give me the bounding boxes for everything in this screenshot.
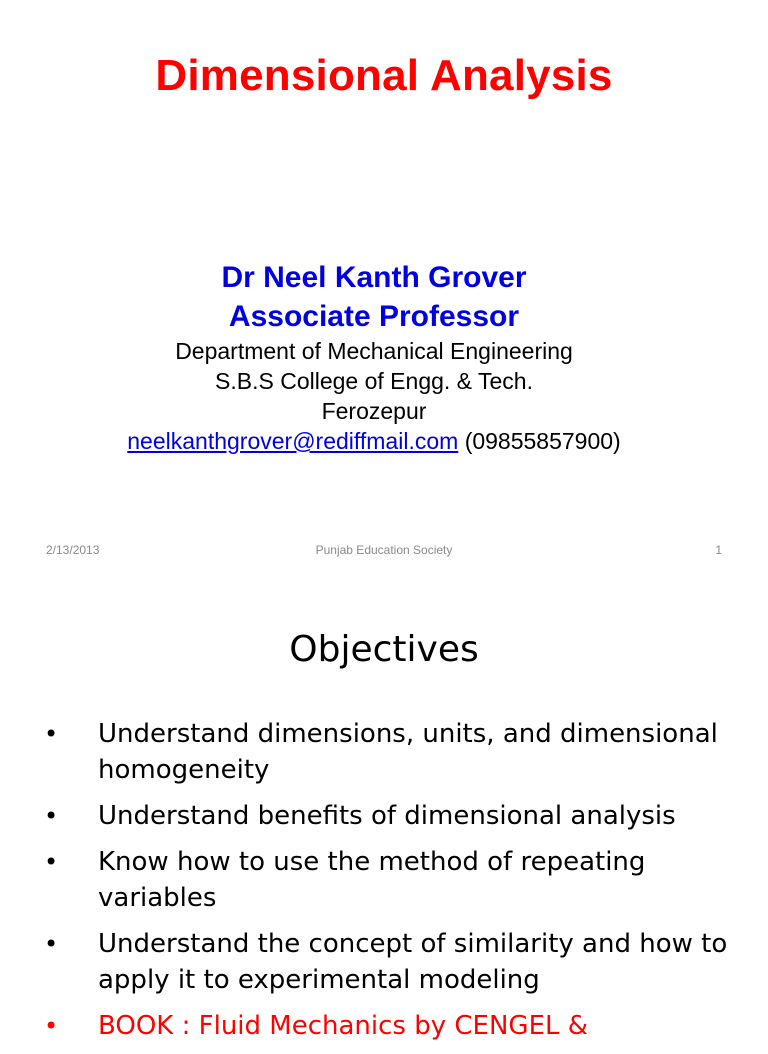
bullet-icon: • <box>44 720 59 748</box>
list-item-text: Understand dimensions, units, and dimensional homogeneity <box>98 719 718 785</box>
list-item <box>0 926 768 998</box>
list-item-book <box>0 1008 768 1044</box>
list-item <box>0 716 768 788</box>
objectives-list <box>0 716 768 1054</box>
list-item <box>0 798 768 834</box>
footer-page-number: 1 <box>715 543 722 557</box>
footer-organization: Punjab Education Society <box>315 543 453 557</box>
department-line: Department of Mechanical Engineering <box>175 338 573 364</box>
email-link[interactable]: neelkanthgrover@rediffmail.com <box>127 428 459 454</box>
slide-title: Objectives <box>289 629 479 670</box>
list-item-text: Understand the concept of similarity and how to apply it to experimental modeling <box>98 929 728 995</box>
footer-date: 2/13/2013 <box>46 543 100 557</box>
author-block <box>0 258 748 456</box>
slide-title: Dimensional Analysis <box>155 51 613 100</box>
objectives-slide <box>0 576 768 1041</box>
contact-line <box>0 426 748 456</box>
phone-number: (09855857900) <box>464 428 621 454</box>
bullet-icon: • <box>44 848 59 876</box>
city-line: Ferozepur <box>321 398 427 424</box>
bullet-icon: • <box>44 1012 59 1040</box>
list-item-text: Understand benefits of dimensional analysis <box>98 801 676 831</box>
list-item-text: BOOK : Fluid Mechanics by CENGEL & <box>98 1011 589 1041</box>
college-line: S.B.S College of Engg. & Tech. <box>215 368 533 394</box>
list-item-text: Know how to use the method of repeating variables <box>98 847 646 913</box>
author-role: Associate Professor <box>228 300 520 333</box>
bullet-icon: • <box>44 930 59 958</box>
author-name: Dr Neel Kanth Grover <box>221 261 527 294</box>
list-item <box>0 844 768 916</box>
bullet-icon: • <box>44 802 59 830</box>
